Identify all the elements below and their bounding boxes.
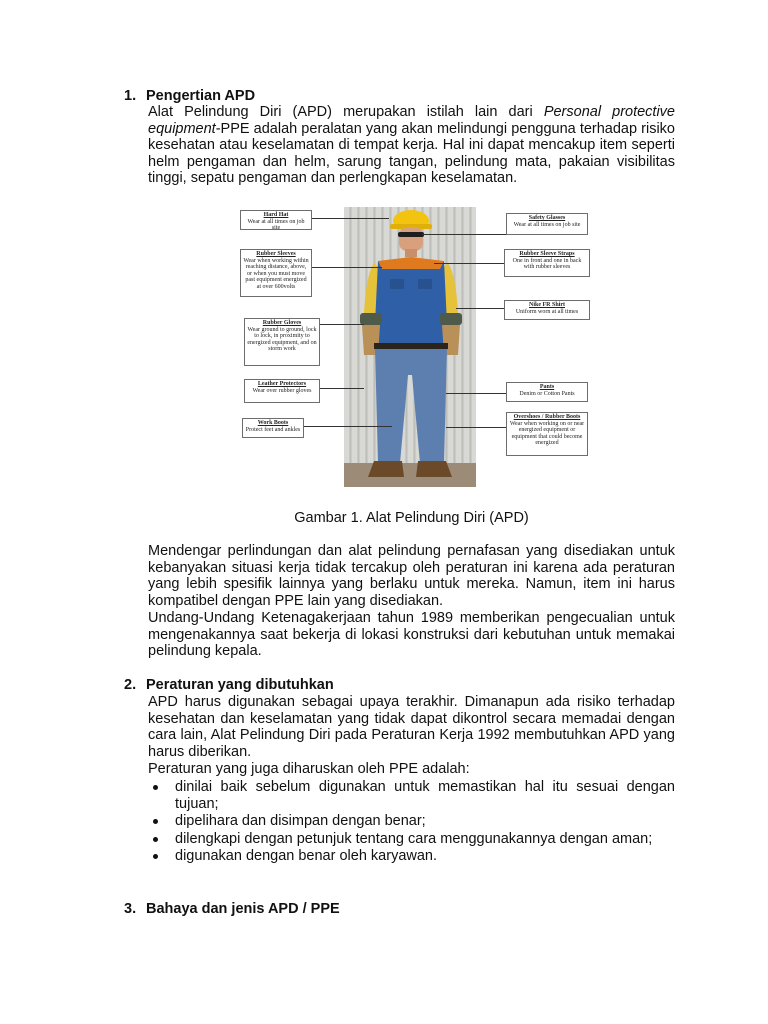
figure-caption: Gambar 1. Alat Pelindung Diri (APD) (294, 510, 529, 526)
label-rubber-sleeves (240, 249, 312, 297)
label-leather-protectors-title: Leather Protectors (257, 381, 307, 387)
section-2-bullet-list (148, 779, 675, 865)
label-safety-glasses-desc: Wear at all times on job site (513, 221, 581, 228)
label-rubber-sleeve-straps (504, 249, 590, 277)
section-3-title: Bahaya dan jenis APD / PPE (146, 901, 340, 917)
label-work-boots-title: Work Boots (257, 420, 289, 426)
section-1-paragraph (148, 104, 675, 187)
list-item: dipelihara dan disimpan dengan benar; (148, 813, 675, 830)
section-2-heading (124, 677, 334, 694)
label-hard-hat (240, 210, 312, 230)
para-text-pre: Alat Pelindung Diri (APD) merupakan istilah lain dari (148, 104, 544, 120)
label-rubber-sleeves-desc: Wear when working within reaching distance, above, or when you must move past equipment energized at over 600volts (243, 257, 309, 290)
section-1-title: Pengertian APD (146, 88, 256, 104)
label-leather-protectors-desc: Wear over rubber gloves (252, 387, 312, 394)
label-pants (506, 382, 588, 402)
label-rubber-sleeve-straps-title: Rubber Sleeve Straps (519, 251, 575, 257)
label-hard-hat-title: Hard Hat (263, 212, 289, 218)
label-overshoes-title: Overshoes / Rubber Boots (513, 414, 581, 420)
label-rubber-sleeve-straps-desc: One in front and one in back with rubber sleeves (512, 257, 582, 271)
para-text-post: -PPE adalah peralatan yang akan melindungi pengguna terhadap risiko kesehatan atau keselamatan di tempat kerja. Hal ini dapat mencakup item seperti helm pengaman dan helm, sarung tangan, pelindung mata, pakaian visibilitas tinggi, sepatu pengaman dan perlengkapan keselamatan. (148, 120, 675, 187)
section-1-number: 1. (124, 88, 137, 104)
label-safety-glasses (506, 213, 588, 235)
label-nike-fr-shirt-title: Nike FR Shirt (529, 302, 565, 308)
section-2-paragraph-1: APD harus digunakan sebagai upaya terakhir. Dimanapun ada risiko terhadap kesehatan dan keselamatan yang tidak dapat dikontrol secara memadai dengan cara lain, Alat Pelindung Diri pada Peraturan Kerja 1992 membutuhkan APD yang harus diberikan. (148, 694, 675, 760)
apd-figure (236, 205, 592, 487)
list-item: dinilai baik sebelum digunakan untuk memastikan hal itu sesuai dengan tujuan; (148, 779, 675, 812)
label-pants-title: Pants (539, 384, 555, 390)
label-hard-hat-desc: Wear at all times on job site (247, 218, 305, 232)
section-2-number: 2. (124, 677, 137, 693)
section-2-title: Peraturan yang dibutuhkan (146, 677, 334, 693)
label-rubber-gloves-desc: Wear ground to ground, lock to lock, in proximity to energized equipment, and on storm work (247, 326, 317, 353)
para-text-italic: Personal protective equipment (148, 104, 675, 137)
label-nike-fr-shirt-desc: Uniform worn at all times (515, 308, 579, 315)
list-item: dilengkapi dengan petunjuk tentang cara menggunakannya dengan aman; (148, 831, 675, 848)
label-leather-protectors (244, 379, 320, 403)
label-rubber-sleeves-title: Rubber Sleeves (256, 251, 296, 257)
section-1-paragraph-3: Undang-Undang Ketenagakerjaan tahun 1989 memberikan pengecualian untuk mengenakannya saat bekerja di lokasi konstruksi dari kebutuhan untuk memakai pelindung kepala. (148, 610, 675, 660)
label-rubber-gloves (244, 318, 320, 366)
label-work-boots (242, 418, 304, 438)
section-1-heading (124, 88, 255, 105)
label-rubber-gloves-title: Rubber Gloves (262, 320, 302, 326)
label-pants-desc: Denim or Cotton Pants (519, 390, 575, 397)
section-1-paragraph-2: Mendengar perlindungan dan alat pelindung pernafasan yang disediakan untuk kebanyakan situasi kerja tidak tercakup oleh peraturan ini karena ada peraturan yang lebih spesifik lainnya yang berlaku untuk mereka. Namun, item ini harus kompatibel dengan PPE lain yang disediakan. (148, 543, 675, 609)
worker-illustration (344, 205, 476, 487)
label-overshoes-desc: Wear when working on or near energized equipment or equipment that could become energized (509, 420, 585, 447)
label-nike-fr-shirt (504, 300, 590, 320)
list-item: digunakan dengan benar oleh karyawan. (148, 848, 675, 865)
section-2-paragraph-2: Peraturan yang juga diharuskan oleh PPE adalah: (148, 761, 470, 777)
label-safety-glasses-title: Safety Glasses (528, 215, 566, 221)
label-work-boots-desc: Protect feet and ankles (245, 426, 301, 433)
section-3-heading (124, 901, 340, 918)
label-overshoes (506, 412, 588, 456)
section-3-number: 3. (124, 901, 137, 917)
